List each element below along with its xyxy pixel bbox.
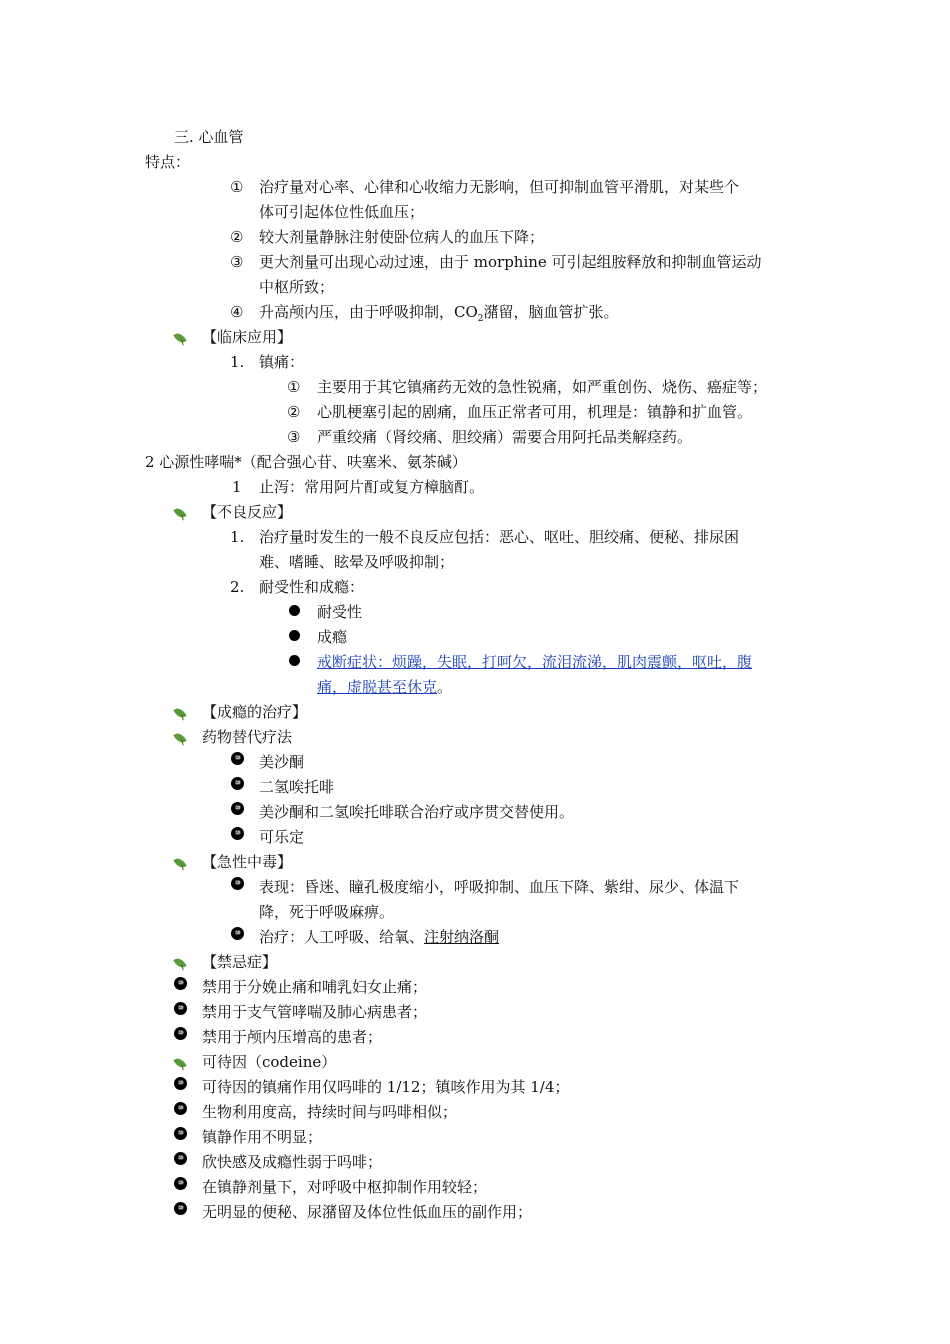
section-title: 三. 心血管 [174, 128, 244, 146]
diarrhea-number: 1 [232, 478, 242, 496]
ten-bullet-icon: ⑩ [231, 802, 244, 815]
ten-bullet-icon: ⑩ [231, 752, 244, 765]
bullet-dot-icon [289, 630, 300, 641]
clinical-heading: 【临床应用】 [202, 328, 293, 346]
analgesia-text: 主要用于其它镇痛药无效的急性锐痛，如严重创伤、烧伤、癌症等； [317, 378, 768, 396]
codeine-heading: 可待因（codeine） [202, 1053, 337, 1071]
codeine-item: 无明显的便秘、尿潴留及体位性低血压的副作用； [202, 1203, 533, 1221]
adverse-text: 耐受性和成瘾： [259, 578, 365, 596]
substitution-item: 美沙酮和二氢唉托啡联合治疗或序贯交替使用。 [259, 803, 575, 821]
clinical-item-label: 镇痛： [259, 353, 305, 371]
adverse-heading: 【不良反应】 [202, 503, 293, 521]
withdrawal-line-2 [317, 675, 452, 700]
ten-bullet-icon: ⑩ [174, 1002, 187, 1015]
feature-text: 治疗量对心率、心律和心收缩力无影响，但可抑制血管平滑肌，对某些个 [259, 178, 740, 196]
leaf-bullet-icon [173, 731, 186, 745]
ten-bullet-icon: ⑩ [231, 877, 244, 890]
feature-marker: ① [230, 178, 244, 196]
diarrhea-text: 止泻：常用阿片酊或复方樟脑酊。 [259, 478, 485, 496]
substitution-heading: 药物替代疗法 [202, 728, 293, 746]
treatment-prefix: 治疗：人工呼吸、给氧、 [259, 928, 425, 946]
bullet-dot-icon [289, 605, 300, 616]
analgesia-marker: ① [287, 378, 301, 396]
ten-bullet-icon: ⑩ [174, 1202, 187, 1215]
leaf-bullet-icon [173, 856, 186, 870]
feature-marker: ④ [230, 303, 244, 321]
substitution-item: 可乐定 [259, 828, 305, 846]
ten-bullet-icon: ⑩ [174, 1102, 187, 1115]
bullet-text: 成瘾 [317, 628, 348, 646]
leaf-bullet-icon [173, 706, 186, 720]
poisoning-treatment [259, 925, 499, 950]
contraindication-item: 禁用于支气管哮喘及肺心病患者； [202, 1003, 428, 1021]
ten-bullet-icon: ⑩ [231, 777, 244, 790]
poisoning-signs: 表现：昏迷、瞳孔极度缩小，呼吸抑制、血压下降、紫绀、尿少、体温下 [259, 878, 740, 896]
leaf-bullet-icon [173, 956, 186, 970]
ten-bullet-icon: ⑩ [231, 927, 244, 940]
withdrawal-link[interactable]: 戒断症状：烦躁，失眠，打呵欠，流泪流涕，肌肉震颤，呕吐，腹 [317, 653, 753, 671]
ten-bullet-icon: ⑩ [174, 977, 187, 990]
features-label: 特点： [145, 153, 191, 171]
contraindication-item: 禁用于分娩止痛和哺乳妇女止痛； [202, 978, 428, 996]
analgesia-marker: ③ [287, 428, 301, 446]
adverse-item-number: 1. [230, 528, 245, 546]
asthma-text: 2 心源性哮喘*（配合强心苷、呋塞米、氨茶碱） [145, 453, 467, 471]
poisoning-signs: 降，死于呼吸麻痹。 [259, 903, 395, 921]
contraindication-item: 禁用于颅内压增高的患者； [202, 1028, 383, 1046]
ten-bullet-icon: ⑩ [174, 1027, 187, 1040]
feature-text-part: 升高颅内压，由于呼吸抑制，CO [259, 303, 478, 321]
analgesia-text: 严重绞痛（肾绞痛、胆绞痛）需要合用阿托品类解痉药。 [317, 428, 693, 446]
clinical-item-number: 1. [230, 353, 245, 371]
codeine-item: 欣快感及成瘾性弱于吗啡； [202, 1153, 383, 1171]
feature-marker: ③ [230, 253, 244, 271]
leaf-bullet-icon [173, 1056, 186, 1070]
feature-text: 体可引起体位性低血压； [259, 203, 425, 221]
subscript: 2 [477, 314, 484, 324]
analgesia-marker: ② [287, 403, 301, 421]
ten-bullet-icon: ⑩ [174, 1077, 187, 1090]
analgesia-text: 心肌梗塞引起的剧痛，血压正常者可用，机理是：镇静和扩血管。 [317, 403, 753, 421]
feature-text: 更大剂量可出现心动过速，由于 morphine 可引起组胺释放和抑制血管运动 [259, 253, 762, 271]
substitution-item: 美沙酮 [259, 753, 305, 771]
bullet-text: 耐受性 [317, 603, 363, 621]
addiction-treatment-heading: 【成瘾的治疗】 [202, 703, 308, 721]
codeine-item: 在镇静剂量下，对呼吸中枢抑制作用较轻； [202, 1178, 488, 1196]
withdrawal-tail: 。 [437, 678, 453, 696]
leaf-bullet-icon [173, 506, 186, 520]
substitution-item: 二氢唉托啡 [259, 778, 335, 796]
ten-bullet-icon: ⑩ [174, 1177, 187, 1190]
feature-marker: ② [230, 228, 244, 246]
poisoning-heading: 【急性中毒】 [202, 853, 293, 871]
feature-text-part: 潴留，脑血管扩张。 [483, 303, 619, 321]
bullet-dot-icon [289, 655, 300, 666]
feature-text [259, 300, 619, 325]
naloxone-text: 注射纳洛酮 [424, 928, 500, 946]
contraindications-heading: 【禁忌症】 [202, 953, 278, 971]
codeine-item: 生物利用度高，持续时间与吗啡相似； [202, 1103, 458, 1121]
adverse-text: 难、嗜睡、眩晕及呼吸抑制； [259, 553, 455, 571]
ten-bullet-icon: ⑩ [174, 1127, 187, 1140]
codeine-item: 镇静作用不明显； [202, 1128, 323, 1146]
adverse-text: 治疗量时发生的一般不良反应包括：恶心、呕吐、胆绞痛、便秘、排尿困 [259, 528, 740, 546]
withdrawal-link[interactable]: 痛，虚脱甚至休克 [317, 678, 438, 696]
feature-text: 中枢所致； [259, 278, 335, 296]
feature-text: 较大剂量静脉注射使卧位病人的血压下降； [259, 228, 545, 246]
ten-bullet-icon: ⑩ [231, 827, 244, 840]
leaf-bullet-icon [173, 331, 186, 345]
codeine-item: 可待因的镇痛作用仅吗啡的 1/12；镇咳作用为其 1/4； [202, 1078, 570, 1096]
ten-bullet-icon: ⑩ [174, 1152, 187, 1165]
adverse-item-number: 2. [230, 578, 245, 596]
